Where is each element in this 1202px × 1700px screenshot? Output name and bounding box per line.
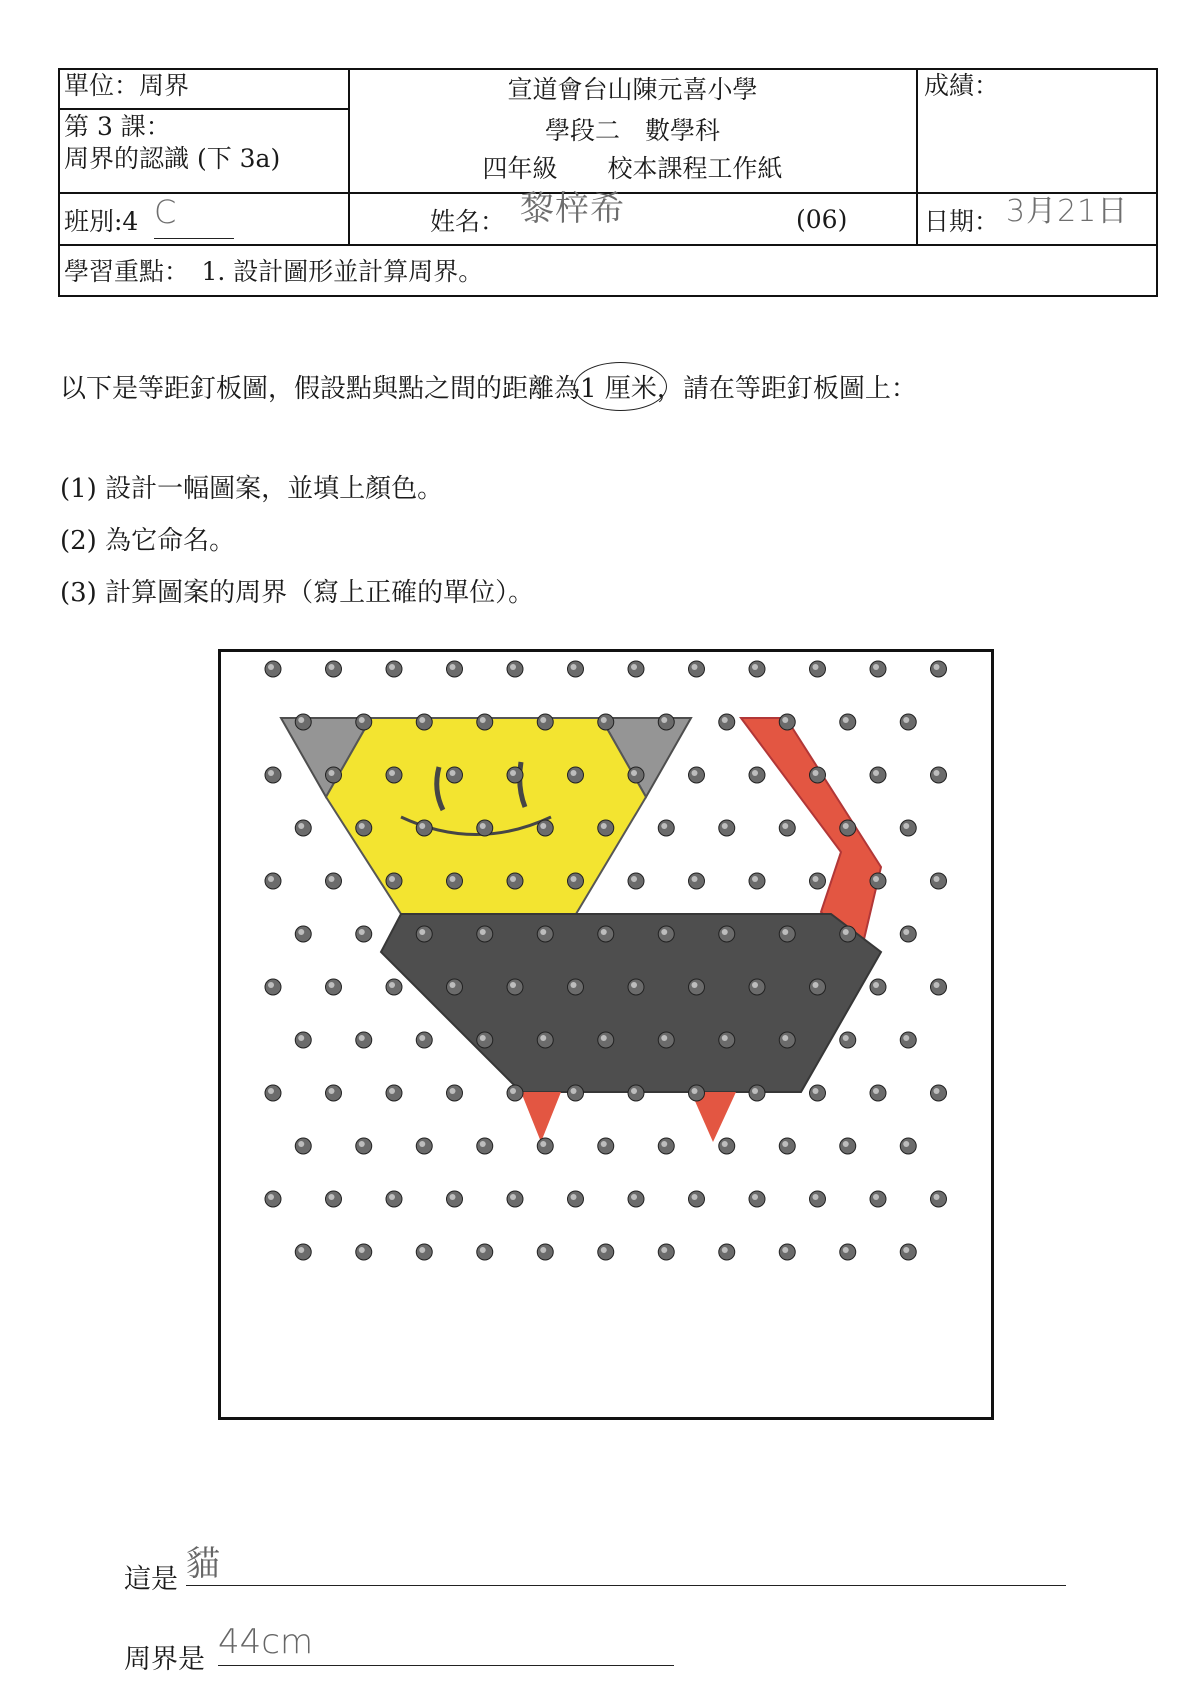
peg-highlight <box>782 823 788 829</box>
peg-highlight <box>631 876 637 882</box>
lesson-title: 周界的認識 (下 3a) <box>64 144 281 173</box>
peg-highlight <box>631 770 637 776</box>
peg-highlight <box>540 1035 546 1041</box>
peg-highlight <box>722 823 728 829</box>
peg-highlight <box>450 1194 456 1200</box>
peg-highlight <box>359 1035 365 1041</box>
peg-highlight <box>903 717 909 723</box>
peg-highlight <box>298 929 304 935</box>
peg-highlight <box>268 1088 274 1094</box>
peg-highlight <box>419 1035 425 1041</box>
peg-highlight <box>813 1194 819 1200</box>
peg-highlight <box>359 929 365 935</box>
peg-highlight <box>873 1194 879 1200</box>
peg-highlight <box>692 1088 698 1094</box>
peg-highlight <box>540 1247 546 1253</box>
peg-highlight <box>661 929 667 935</box>
peg-highlight <box>873 1088 879 1094</box>
peg-highlight <box>480 929 486 935</box>
peg-highlight <box>843 929 849 935</box>
peg-highlight <box>450 664 456 670</box>
peg-highlight <box>450 876 456 882</box>
peg-highlight <box>692 982 698 988</box>
peg-highlight <box>298 717 304 723</box>
class-number: (06) <box>796 205 848 234</box>
peg-highlight <box>510 664 516 670</box>
peg-highlight <box>510 770 516 776</box>
peg-highlight <box>480 823 486 829</box>
peg-highlight <box>813 770 819 776</box>
peg-highlight <box>843 823 849 829</box>
peg-highlight <box>722 717 728 723</box>
peg-highlight <box>782 1141 788 1147</box>
peg-highlight <box>329 1194 335 1200</box>
peg-highlight <box>722 1141 728 1147</box>
peg-highlight <box>540 1141 546 1147</box>
peg-highlight <box>752 770 758 776</box>
peg-highlight <box>692 1194 698 1200</box>
peg-highlight <box>601 929 607 935</box>
stage-subject: 學段二 數學科 <box>544 116 720 145</box>
peg-highlight <box>813 982 819 988</box>
peg-highlight <box>843 717 849 723</box>
peg-highlight <box>329 664 335 670</box>
peg-highlight <box>419 823 425 829</box>
peg-highlight <box>510 876 516 882</box>
peg-highlight <box>752 1088 758 1094</box>
peg-highlight <box>934 664 940 670</box>
unit-label: 單位：周界 <box>64 71 190 100</box>
peg-highlight <box>571 982 577 988</box>
peg-highlight <box>359 823 365 829</box>
left-foot-shape <box>521 1092 561 1142</box>
peg-highlight <box>298 823 304 829</box>
peg-highlight <box>782 717 788 723</box>
peg-highlight <box>329 770 335 776</box>
peg-highlight <box>450 1088 456 1094</box>
peg-highlight <box>843 1035 849 1041</box>
peg-highlight <box>298 1035 304 1041</box>
peg-highlight <box>843 1141 849 1147</box>
peg-highlight <box>450 770 456 776</box>
peg-highlight <box>480 1141 486 1147</box>
peg-highlight <box>661 1247 667 1253</box>
peg-highlight <box>419 1141 425 1147</box>
peg-highlight <box>480 1247 486 1253</box>
school-name: 宣道會台山陳元喜小學 <box>507 75 758 104</box>
peg-highlight <box>571 1194 577 1200</box>
peg-highlight <box>782 1247 788 1253</box>
peg-highlight <box>510 982 516 988</box>
peg-highlight <box>268 1194 274 1200</box>
peg-highlight <box>813 876 819 882</box>
peg-highlight <box>298 1141 304 1147</box>
instruction-item-3: (3) 計算圖案的周界（寫上正確的單位）。 <box>60 578 535 608</box>
answer-name-label: 這是 <box>124 1564 178 1595</box>
peg-highlight <box>359 1141 365 1147</box>
peg-highlight <box>934 1194 940 1200</box>
peg-highlight <box>571 1088 577 1094</box>
peg-highlight <box>601 823 607 829</box>
worksheet-title: 四年級 校本課程工作紙 <box>482 154 783 183</box>
instruction-item-1: (1) 設計一幅圖案，並填上顏色。 <box>60 474 444 504</box>
peg-highlight <box>813 664 819 670</box>
answer-name-value: 貓 <box>186 1544 220 1584</box>
peg-highlight <box>722 929 728 935</box>
learning-focus: 學習重點： 1. 設計圖形並計算周界。 <box>64 257 484 286</box>
peg-highlight <box>601 717 607 723</box>
peg-highlight <box>268 664 274 670</box>
peg-highlight <box>268 982 274 988</box>
peg-highlight <box>903 929 909 935</box>
class-underline <box>154 238 234 239</box>
peg-highlight <box>329 982 335 988</box>
name-label: 姓名： <box>430 207 506 236</box>
peg-highlight <box>903 1035 909 1041</box>
peg-highlight <box>268 876 274 882</box>
peg-highlight <box>752 1194 758 1200</box>
peg-highlight <box>389 1194 395 1200</box>
peg-highlight <box>450 982 456 988</box>
peg-highlight <box>419 1247 425 1253</box>
peg-highlight <box>268 770 274 776</box>
header-table <box>58 68 1158 297</box>
date-label: 日期： <box>924 207 1000 236</box>
peg-highlight <box>571 770 577 776</box>
peg-highlight <box>934 876 940 882</box>
class-value: C <box>154 193 178 231</box>
peg-highlight <box>389 664 395 670</box>
peg-highlight <box>329 876 335 882</box>
peg-highlight <box>540 929 546 935</box>
peg-highlight <box>661 717 667 723</box>
peg-highlight <box>601 1141 607 1147</box>
class-label: 班別:4 <box>64 207 139 236</box>
peg-highlight <box>631 982 637 988</box>
peg-highlight <box>873 664 879 670</box>
answer-perimeter-value: 44cm <box>218 1622 314 1662</box>
peg-highlight <box>359 717 365 723</box>
peg-highlight <box>631 1088 637 1094</box>
answer-perimeter-line <box>218 1665 674 1666</box>
peg-highlight <box>359 1247 365 1253</box>
answer-perimeter-label: 周界是 <box>124 1644 205 1675</box>
peg-highlight <box>389 876 395 882</box>
peg-highlight <box>752 982 758 988</box>
peg-highlight <box>903 1247 909 1253</box>
answer-name-line <box>186 1585 1066 1586</box>
peg-highlight <box>419 717 425 723</box>
peg-highlight <box>873 982 879 988</box>
peg-highlight <box>480 717 486 723</box>
peg-highlight <box>934 1088 940 1094</box>
peg-highlight <box>661 1035 667 1041</box>
peg-highlight <box>722 1035 728 1041</box>
peg-highlight <box>752 664 758 670</box>
peg-highlight <box>661 1141 667 1147</box>
peg-highlight <box>571 664 577 670</box>
face-shape <box>326 718 646 914</box>
peg-highlight <box>389 770 395 776</box>
peg-highlight <box>782 1035 788 1041</box>
peg-highlight <box>298 1247 304 1253</box>
peg-highlight <box>419 929 425 935</box>
instruction-intro: 以下是等距釘板圖，假設點與點之間的距離為1 厘米，請在等距釘板圖上： <box>60 368 917 405</box>
peg-highlight <box>601 1035 607 1041</box>
peg-highlight <box>934 770 940 776</box>
peg-highlight <box>480 1035 486 1041</box>
peg-highlight <box>661 823 667 829</box>
peg-highlight <box>631 1194 637 1200</box>
peg-highlight <box>389 1088 395 1094</box>
peg-highlight <box>934 982 940 988</box>
peg-highlight <box>510 1088 516 1094</box>
peg-highlight <box>389 982 395 988</box>
isometric-geoboard <box>218 649 994 1420</box>
peg-highlight <box>752 876 758 882</box>
date-value: 3月21日 <box>1006 194 1129 229</box>
instruction-item-2: (2) 為它命名。 <box>60 526 236 556</box>
peg-highlight <box>813 1088 819 1094</box>
peg-highlight <box>692 770 698 776</box>
peg-highlight <box>540 717 546 723</box>
peg-highlight <box>631 664 637 670</box>
peg-highlight <box>843 1247 849 1253</box>
geoboard-drawing <box>221 652 991 1417</box>
circled-unit: 1 厘米 <box>580 368 657 405</box>
lesson-number: 第 3 課： <box>64 112 171 141</box>
peg-highlight <box>873 770 879 776</box>
score-label: 成績： <box>924 71 1000 100</box>
body-shape <box>381 914 881 1092</box>
peg-highlight <box>540 823 546 829</box>
peg-highlight <box>329 1088 335 1094</box>
peg-highlight <box>601 1247 607 1253</box>
peg-highlight <box>692 876 698 882</box>
peg-highlight <box>510 1194 516 1200</box>
peg-highlight <box>722 1247 728 1253</box>
peg-highlight <box>571 876 577 882</box>
peg-highlight <box>692 664 698 670</box>
peg-highlight <box>782 929 788 935</box>
peg-highlight <box>873 876 879 882</box>
name-value: 黎梓希 <box>520 189 625 229</box>
peg-highlight <box>903 1141 909 1147</box>
peg-highlight <box>903 823 909 829</box>
